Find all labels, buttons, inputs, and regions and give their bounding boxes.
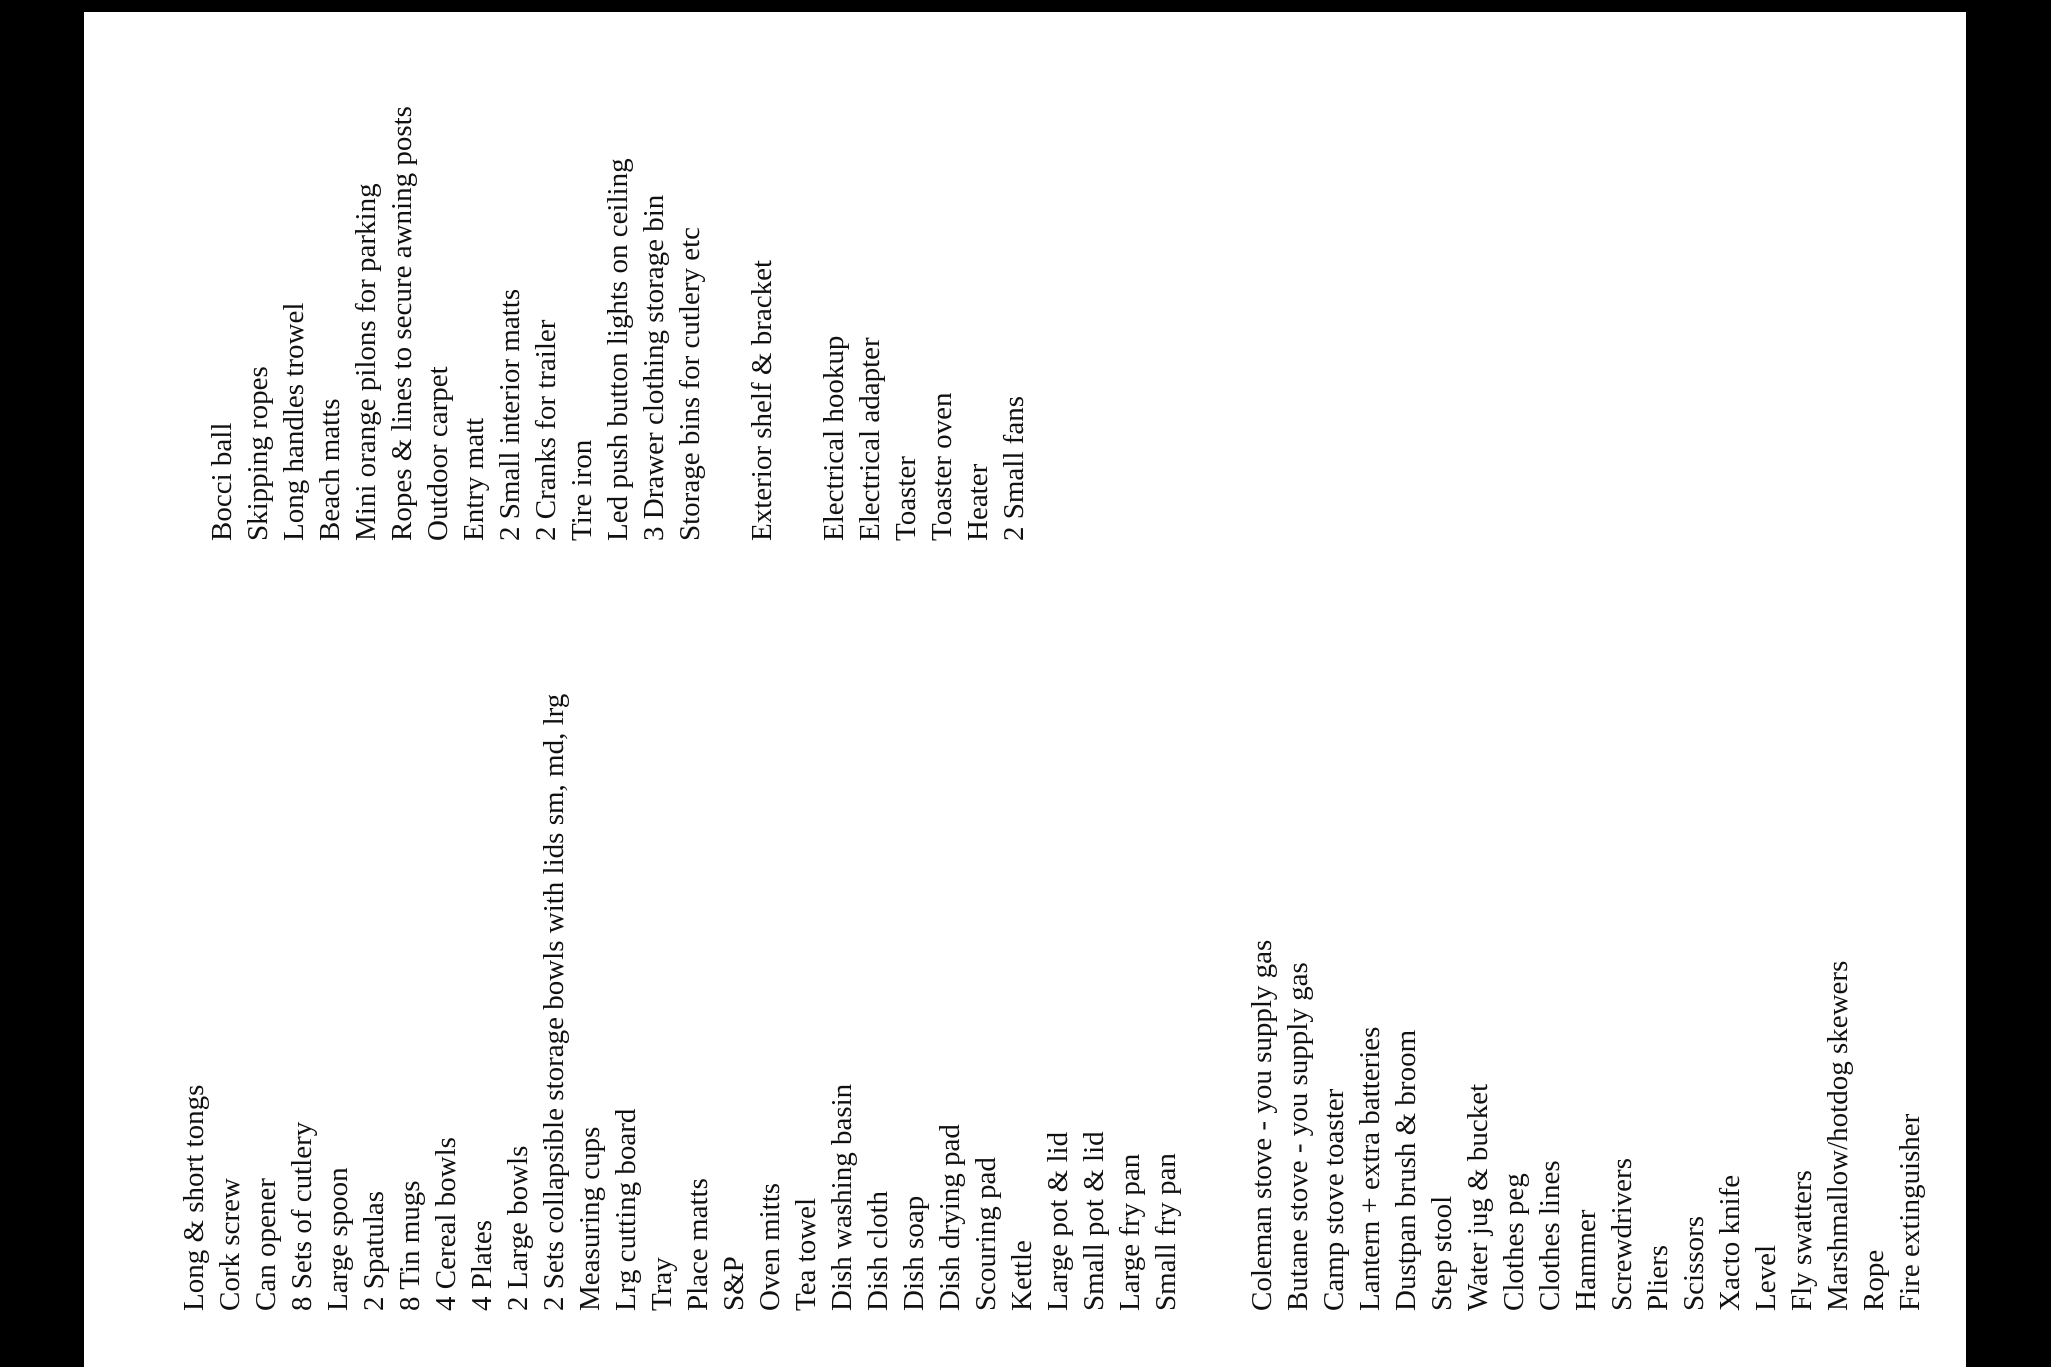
list-item: Exterior shelf & bracket [746,259,778,541]
list-item: Scissors [1678,1215,1710,1311]
list-item: Long & short tongs [178,1084,210,1311]
document-page [84,12,1966,1367]
list-item: Led push button lights on ceiling [602,158,634,541]
list-item: Large pot & lid [1042,1131,1074,1311]
list-item: Place matts [682,1178,714,1311]
list-item: Electrical adapter [854,337,886,541]
list-item: 8 Sets of cutlery [286,1121,318,1311]
list-item: Clothes peg [1498,1173,1530,1311]
list-item: Outdoor carpet [422,366,454,541]
list-item: Marshmallow/hotdog skewers [1822,960,1854,1311]
list-item: Cork screw [214,1178,246,1311]
list-item: Rope [1858,1249,1890,1311]
list-item: Dish soap [898,1195,930,1311]
list-item: Toaster [890,456,922,541]
list-item: 8 Tin mugs [394,1180,426,1311]
list-item: Step stool [1426,1195,1458,1311]
kitchen-items-list [176,694,1184,1311]
list-item: Camp stove toaster [1318,1088,1350,1311]
list-item: 2 Cranks for trailer [530,319,562,541]
list-item: Tire iron [566,439,598,541]
list-item: Kettle [1006,1240,1038,1311]
list-item: Long handles trowel [278,302,310,541]
camp-items-list [1244,940,1928,1311]
list-spacer [780,106,816,541]
list-item: Dustpan brush & broom [1390,1029,1422,1311]
list-item: Large fry pan [1114,1153,1146,1311]
list-item: Entry matt [458,417,490,541]
list-item: Ropes & lines to secure awning posts [386,106,418,541]
list-item: Bocci ball [206,422,238,541]
list-item: 2 Large bowls [502,1145,534,1311]
list-item: Large spoon [322,1167,354,1311]
list-item: Oven mitts [754,1182,786,1311]
list-item: Fire extinguisher [1894,1113,1926,1311]
list-item: Lrg cutting board [610,1108,642,1311]
list-item: 4 Plates [466,1219,498,1311]
list-item: Tray [646,1257,678,1311]
list-item: Butane stove - you supply gas [1282,962,1314,1311]
list-item: Heater [962,463,994,541]
list-item: Toaster oven [926,392,958,541]
list-item: Dish cloth [862,1190,894,1311]
list-item: Electrical hookup [818,335,850,541]
list-item: Can opener [250,1178,282,1311]
list-item: S&P [718,1256,750,1311]
outdoor-items-list [204,106,1032,541]
list-item: 2 Small interior matts [494,288,526,541]
list-item: Pliers [1642,1244,1674,1311]
list-item: Clothes lines [1534,1160,1566,1311]
list-item: Small pot & lid [1078,1131,1110,1311]
list-item: 3 Drawer clothing storage bin [638,194,670,541]
list-item: Fly swatters [1786,1170,1818,1311]
list-item: Dish drying pad [934,1124,966,1311]
list-item: Lantern + extra batteries [1354,1026,1386,1311]
list-item: Mini orange pilons for parking [350,183,382,541]
list-item: Water jug & bucket [1462,1083,1494,1311]
list-item: Coleman stove - you supply gas [1246,939,1278,1311]
list-item: 2 Sets collapsible storage bowls with lids sm, md, lrg [538,693,570,1311]
list-item: Skipping ropes [242,366,274,541]
list-item: Dish washing basin [826,1083,858,1311]
list-item: Screwdrivers [1606,1157,1638,1311]
list-item: Xacto knife [1714,1174,1746,1311]
list-item: Tea towel [790,1197,822,1311]
list-item: 4 Cereal bowls [430,1137,462,1311]
list-item: Storage bins for cutlery etc [674,226,706,541]
list-item: Small fry pan [1150,1153,1182,1311]
rotated-list-content [84,12,1966,1367]
list-item: Measuring cups [574,1126,606,1311]
list-item: Beach matts [314,398,346,541]
list-item: 2 Small fans [998,396,1030,541]
list-item: 2 Spatulas [358,1190,390,1311]
list-item: Level [1750,1244,1782,1311]
list-item: Hammer [1570,1209,1602,1311]
list-item: Scouring pad [970,1157,1002,1311]
list-spacer [708,106,744,541]
